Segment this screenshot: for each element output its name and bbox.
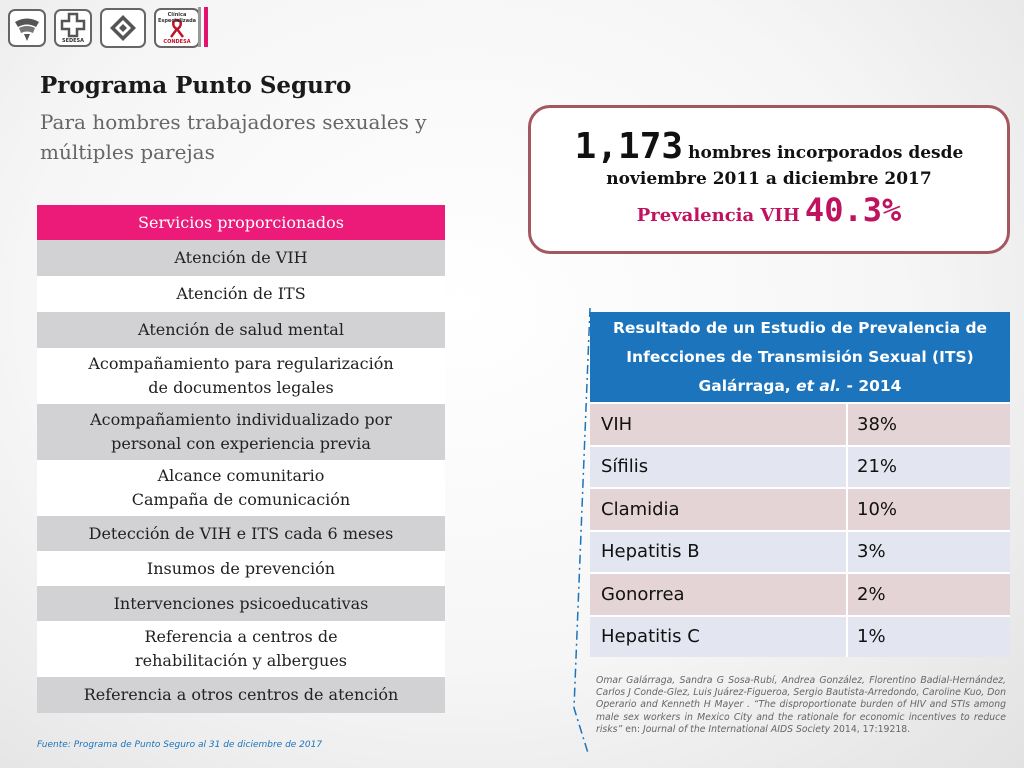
services-table-header: Servicios proporcionados: [37, 205, 445, 240]
services-row: Alcance comunitario Campaña de comunicación: [37, 460, 445, 516]
its-table-row: [590, 530, 1010, 573]
enrolled-count-text: hombres incorporados desde: [688, 143, 964, 163]
its-study-title-line2: Infecciones de Transmisión Sexual (ITS): [626, 347, 974, 366]
eagle-emblem-icon: [12, 13, 42, 43]
page-subtitle: Para hombres trabajadores sexuales y múltiples parejas: [40, 110, 427, 164]
services-row: Acompañamiento para regularización de documentos legales: [37, 348, 445, 404]
services-row: Detección de VIH e ITS cada 6 meses: [37, 516, 445, 551]
logo-cdmx: [100, 8, 146, 48]
infection-prevalence: 1%: [857, 626, 886, 648]
logo-condesa-caption-top: Clínica Especializada: [157, 12, 197, 24]
footer-source: Fuente: Programa de Punto Seguro al 31 de diciembre de 2017: [37, 740, 323, 750]
services-row: Atención de ITS: [37, 276, 445, 312]
logo-condesa: [154, 8, 200, 48]
enrolled-count: 1,173: [574, 126, 684, 167]
infection-name: Hepatitis B: [590, 532, 848, 573]
logo-bar: [8, 6, 200, 50]
hiv-prevalence-value: 40.3%: [804, 191, 902, 229]
logo-eagle: [8, 9, 46, 47]
its-study-author: Galárraga,: [698, 376, 791, 395]
logo-condesa-caption-bottom: CONDESA: [163, 39, 191, 45]
sedesa-cross-icon: [60, 12, 86, 38]
infection-prevalence: 3%: [857, 541, 886, 563]
its-study-year: - 2014: [846, 376, 902, 395]
its-table-row: [590, 572, 1010, 615]
infection-name: Hepatitis C: [590, 617, 848, 658]
its-study-title-line3: [613, 372, 987, 401]
services-row: Referencia a centros de rehabilitación y albergues: [37, 621, 445, 677]
citation-authors: Omar Galárraga, Sandra G Sosa-Rubí, Andrea González, Florentino Badial-Hernández, Carlos J Conde-Glez, Luis Juárez-Figueroa, Sergio Bautista-Arredondo, Caroline Kuo, Don Operario and Kenneth H Mayer .: [596, 675, 1006, 711]
citation-journal-prefix: en:: [625, 723, 641, 735]
study-citation: [596, 675, 1006, 736]
infection-prevalence: 2%: [857, 583, 886, 605]
its-study-etal: et al.: [796, 376, 842, 395]
cdmx-diamond-icon: [108, 13, 138, 43]
services-row: Atención de salud mental: [37, 312, 445, 348]
its-study-title-line1: Resultado de un Estudio de Prevalencia de: [612, 318, 988, 337]
logo-sedesa-caption: SEDESA: [61, 38, 85, 44]
services-row: Intervenciones psicoeducativas: [37, 586, 445, 621]
its-table-row: [590, 487, 1010, 530]
infection-prevalence: 10%: [857, 498, 898, 520]
citation-article: “The disproportionate burden of HIV and STIs among male sex workers in Mexico City and the rationale for economic incentives to reduce risks”: [596, 699, 1006, 735]
hiv-prevalence-label: Prevalencia VIH: [636, 205, 800, 226]
logo-sedesa: [54, 9, 92, 47]
services-row: Insumos de prevención: [37, 551, 445, 586]
infection-name: Clamidia: [590, 489, 848, 530]
highlight-box: [528, 105, 1010, 254]
header-divider-gray: [198, 7, 201, 47]
services-table: [37, 205, 445, 713]
citation-journal: Journal of the International AIDS Society: [642, 723, 831, 735]
header-divider-pink: [204, 7, 208, 47]
infection-name: Sífilis: [590, 447, 848, 488]
services-row: Atención de VIH: [37, 240, 445, 276]
citation-journal-details: 2014, 17:19218.: [833, 723, 911, 735]
hiv-prevalence-line: [531, 191, 1007, 229]
infection-name: VIH: [590, 404, 848, 445]
its-study-header: [590, 312, 1010, 402]
its-table-row: [590, 402, 1010, 445]
page-title: Programa Punto Seguro: [40, 72, 352, 99]
infection-prevalence: 38%: [857, 413, 898, 435]
services-row: Acompañamiento individualizado por personal con experiencia previa: [37, 404, 445, 460]
infection-prevalence: 21%: [857, 456, 898, 478]
infection-name: Gonorrea: [590, 574, 848, 615]
services-row: Referencia a otros centros de atención: [37, 677, 445, 713]
enrolled-period: noviembre 2011 a diciembre 2017: [606, 169, 932, 189]
highlight-count-line: [531, 126, 1007, 167]
its-study-table: [590, 312, 1010, 657]
its-table-row: [590, 445, 1010, 488]
its-table-row: [590, 615, 1010, 658]
